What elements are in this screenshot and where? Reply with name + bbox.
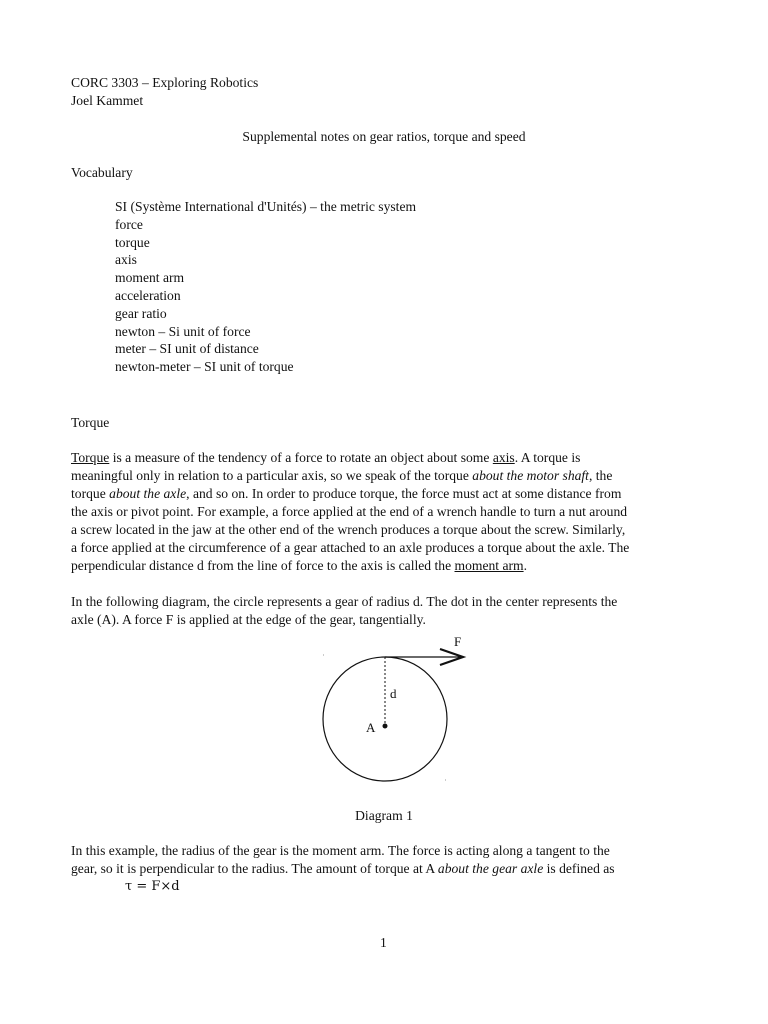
paragraph-line [71, 467, 711, 485]
vocab-item: gear ratio [115, 305, 167, 321]
paragraph-line: axle (A). A force F is applied at the edge of the gear, tangentially. [71, 612, 426, 627]
radius-label: d [390, 686, 397, 701]
course-title: CORC 3303 – Exploring Robotics [71, 75, 259, 90]
text-run: is defined as [543, 861, 615, 876]
vocab-item: force [115, 216, 143, 232]
text-run: , the [588, 468, 613, 483]
gear-torque-diagram [300, 630, 480, 790]
axis-term: axis [492, 450, 515, 465]
force-label: F [454, 634, 462, 649]
torque-formula: τ = F×d [125, 879, 180, 894]
paragraph-line: a force applied at the circumference of a gear attached to an axle produces a torque about the axle. The [71, 540, 630, 555]
text-run: torque [71, 486, 110, 501]
paragraph-line [71, 557, 711, 575]
vocab-item: newton-meter – SI unit of torque [115, 359, 294, 375]
paragraph-line [71, 860, 711, 878]
page-number: 1 [380, 935, 387, 950]
vocab-item: SI (Système International d'Unités) – the metric system [115, 199, 417, 214]
paragraph-line: In this example, the radius of the gear is the moment arm. The force is acting along a tangent to the [71, 843, 610, 858]
italic-run: about the motor shaft [472, 468, 589, 483]
text-run: is a measure of the tendency of a force to rotate an object about some [109, 450, 493, 465]
diagram-caption: Diagram 1 [355, 808, 413, 823]
paragraph-line [71, 485, 711, 503]
paragraph-line: the axis or pivot point. For example, a force applied at the end of a wrench handle to turn a nut around [71, 504, 628, 519]
paragraph-line: a screw located in the jaw at the other end of the wrench produces a torque about the screw. Similarly, [71, 522, 626, 537]
text-run: . [523, 558, 527, 573]
axle-label: A [366, 720, 376, 735]
vocabulary-heading: Vocabulary [71, 165, 133, 180]
vocab-item: newton – Si unit of force [115, 323, 251, 339]
italic-run: about the gear axle [437, 861, 544, 876]
axle-dot [383, 724, 388, 729]
author-name: Joel Kammet [71, 93, 144, 108]
torque-definition-paragraph [71, 449, 711, 575]
italic-run: about the axle [109, 486, 187, 501]
paragraph-line [71, 449, 711, 467]
torque-heading: Torque [71, 415, 110, 430]
vocabulary-list [115, 198, 416, 376]
text-run: gear, so it is perpendicular to the radius. The amount of torque at A [71, 861, 438, 876]
moment-arm-term: moment arm [454, 558, 524, 573]
text-run: perpendicular distance d from the line of force to the axis is called the [71, 558, 455, 573]
text-run: , and so on. In order to produce torque, the force must act at some distance from [186, 486, 622, 501]
diagram-intro-paragraph [71, 593, 711, 629]
text-run: meaningful only in relation to a particular axis, so we speak of the torque [71, 468, 473, 483]
text-run: . A torque is [514, 450, 581, 465]
vocab-item: acceleration [115, 287, 181, 303]
vocab-item: axis [115, 252, 137, 268]
vocab-item: moment arm [115, 270, 185, 286]
vocab-item: torque [115, 234, 150, 250]
torque-term: Torque [71, 450, 110, 465]
document-title: Supplemental notes on gear ratios, torque and speed [242, 129, 526, 144]
torque-formula-paragraph [71, 842, 711, 878]
vocab-item: meter – SI unit of distance [115, 341, 259, 357]
paragraph-line: In the following diagram, the circle represents a gear of radius d. The dot in the center represents the [71, 594, 618, 609]
